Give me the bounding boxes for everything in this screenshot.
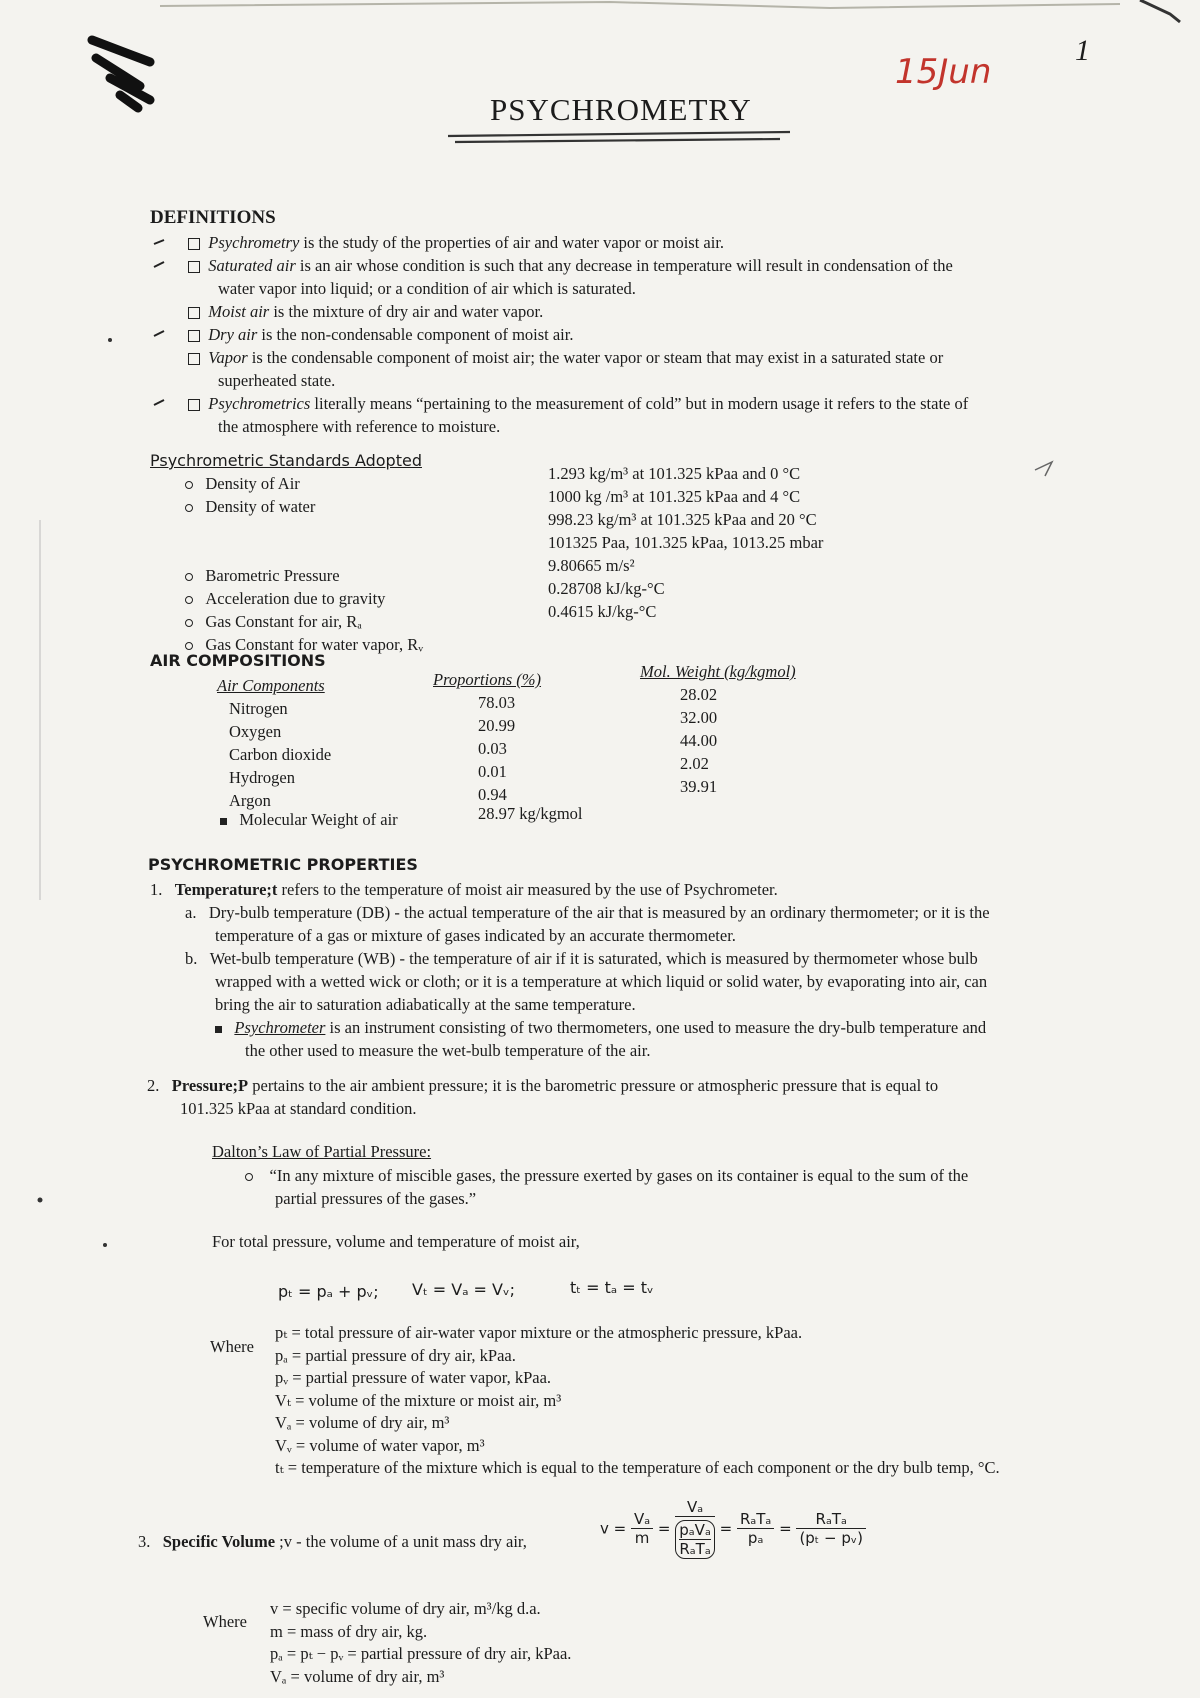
standard-label: Acceleration due to gravity bbox=[205, 589, 386, 608]
dry-bulb-item bbox=[150, 901, 1090, 924]
where-label: Where bbox=[210, 1337, 254, 1356]
property-term: Pressure bbox=[171, 1076, 233, 1095]
psychrometer-text: is an instrument consisting of two thermometers, one used to measure the dry-bulb temperature and bbox=[325, 1018, 987, 1037]
mol-weight-value: 28.02 bbox=[680, 685, 718, 704]
equals-sign: = bbox=[779, 1519, 792, 1538]
variable-definition: tₜ = temperature of the mixture which is equal to the temperature of each component or the dry bulb temp, °C. bbox=[275, 1458, 1000, 1477]
circle-bullet-icon bbox=[185, 596, 193, 604]
check-mark-icon bbox=[154, 262, 164, 267]
definition-text: is the non-condensable component of moist air. bbox=[257, 325, 574, 344]
definition-term: Dry air bbox=[208, 325, 258, 344]
proportion-value: 0.01 bbox=[478, 762, 507, 781]
top-edge-smudge bbox=[160, 2, 1120, 8]
air-compositions-heading: AIR COMPOSITIONS bbox=[150, 651, 326, 670]
page-title: PSYCHROMETRY bbox=[490, 92, 752, 127]
standard-value: 0.4615 kJ/kg-°C bbox=[548, 602, 657, 621]
temperature-item bbox=[150, 878, 1090, 901]
equation-lhs: v = bbox=[600, 1519, 627, 1538]
dry-bulb-text: Dry-bulb temperature (DB) - the actual temperature of the air that is measured by an ordinary thermometer; or it is the bbox=[208, 903, 990, 922]
definition-item bbox=[188, 254, 1088, 277]
standard-value: 0.28708 kJ/kg-°C bbox=[548, 579, 665, 598]
check-mark-icon bbox=[154, 331, 164, 336]
item-number: 3. bbox=[138, 1532, 151, 1551]
component-name: Carbon dioxide bbox=[229, 745, 332, 764]
where-label: Where bbox=[203, 1612, 247, 1631]
mol-weight-value: 32.00 bbox=[680, 708, 718, 727]
property-symbol: ;t bbox=[266, 880, 278, 899]
square-bullet-icon bbox=[215, 1026, 222, 1033]
denominator: (pₜ − pᵥ) bbox=[799, 1529, 863, 1547]
variable-definition: pₐ = pₜ − pᵥ = partial pressure of dry air, kPaa. bbox=[270, 1644, 572, 1663]
numerator: RₐTₐ bbox=[796, 1510, 866, 1529]
col-header-proportions: Proportions (%) bbox=[433, 670, 542, 689]
total-pressure-intro: For total pressure, volume and temperature of moist air, bbox=[212, 1232, 580, 1251]
denominator: pₐ bbox=[747, 1529, 764, 1547]
psychrometer-continuation: the other used to measure the wet-bulb temperature of the air. bbox=[245, 1041, 651, 1060]
fraction bbox=[796, 1510, 866, 1547]
equation-temperature: tₜ = tₐ = tᵥ bbox=[570, 1278, 654, 1297]
definition-item bbox=[188, 300, 1088, 323]
mol-weight-value: 44.00 bbox=[680, 731, 718, 750]
standards-labels bbox=[185, 472, 515, 656]
circle-bullet-icon bbox=[185, 481, 193, 489]
standard-label: Gas Constant for water vapor, Rᵥ bbox=[205, 635, 424, 654]
standards-values bbox=[548, 462, 928, 623]
dry-bulb-continuation: temperature of a gas or mixture of gases indicated by an accurate thermometer. bbox=[215, 926, 736, 945]
dalton-heading: Dalton’s Law of Partial Pressure: bbox=[212, 1142, 432, 1161]
denominator: m bbox=[634, 1529, 650, 1547]
property-text: pertains to the air ambient pressure; it is the barometric pressure or atmospheric pressure that is equal to bbox=[248, 1076, 939, 1095]
standard-label-row bbox=[185, 587, 515, 610]
wet-bulb-continuation: wrapped with a wetted wick or cloth; or it is a temperature at which liquid or solid water, by evaporating into air, can bbox=[215, 972, 988, 991]
definition-term: Vapor bbox=[208, 348, 248, 367]
standards-heading: Psychrometric Standards Adopted bbox=[150, 451, 422, 470]
standard-value: 9.80665 m/s² bbox=[548, 556, 635, 575]
definition-text: is an air whose condition is such that any decrease in temperature will result in condensation of the bbox=[295, 256, 953, 275]
item-number: 1. bbox=[150, 880, 163, 899]
temperature-section bbox=[150, 878, 1090, 1062]
standard-label: Gas Constant for air, Rₐ bbox=[205, 612, 362, 631]
margin-dot bbox=[108, 338, 112, 342]
definitions-heading: DEFINITIONS bbox=[150, 207, 276, 228]
variable-definition: pₜ = total pressure of air-water vapor mixture or the atmospheric pressure, kPaa. bbox=[275, 1323, 803, 1342]
mol-weight-air-value: 28.97 kg/kgmol bbox=[478, 804, 583, 823]
pressure-section bbox=[147, 1074, 1087, 1120]
margin-dot bbox=[38, 1198, 43, 1203]
equals-sign: = bbox=[719, 1519, 733, 1538]
check-mark-icon bbox=[154, 240, 164, 244]
definitions-list bbox=[188, 231, 1088, 438]
proportions-column bbox=[433, 668, 593, 806]
inner-denominator: RₐTₐ bbox=[679, 1540, 711, 1558]
definition-text: is the mixture of dry air and water vapor. bbox=[269, 302, 544, 321]
definition-item bbox=[188, 231, 1088, 254]
standard-value: 998.23 kg/m³ at 101.325 kPaa and 20 °C bbox=[548, 510, 817, 529]
psychrometer-item bbox=[150, 1016, 1090, 1039]
mol-weight-air-label: Molecular Weight of air bbox=[239, 810, 398, 829]
title-underline-scribble bbox=[448, 132, 790, 142]
specific-volume-equation bbox=[600, 1498, 866, 1559]
standard-label-spacer bbox=[185, 518, 515, 564]
proportion-value: 0.03 bbox=[478, 739, 507, 758]
properties-heading: PSYCHROMETRIC PROPERTIES bbox=[148, 855, 418, 874]
numerator: Vₐ bbox=[675, 1498, 715, 1517]
dalton-law bbox=[245, 1164, 1085, 1210]
standard-label: Barometric Pressure bbox=[205, 566, 340, 585]
standard-label-row bbox=[185, 495, 515, 518]
bracketed-denominator bbox=[675, 1520, 715, 1559]
property-term: Temperature bbox=[174, 880, 267, 899]
definition-continuation: water vapor into liquid; or a condition of air which is saturated. bbox=[218, 279, 636, 298]
definition-text: literally means “pertaining to the measurement of cold” but in modern usage it refers to the state of bbox=[310, 394, 969, 413]
col-header-components: Air Components bbox=[217, 676, 325, 695]
component-name: Nitrogen bbox=[229, 699, 288, 718]
mol-weight-value: 39.91 bbox=[680, 777, 718, 796]
circle-bullet-icon bbox=[245, 1173, 253, 1181]
standard-value: 1000 kg /m³ at 101.325 kPaa and 4 °C bbox=[548, 487, 801, 506]
variable-definition: Vᵥ = volume of water vapor, m³ bbox=[275, 1435, 485, 1455]
right-margin-tick bbox=[1035, 462, 1052, 476]
standard-label-row bbox=[185, 472, 515, 495]
sub-item-label: b. bbox=[185, 949, 198, 968]
fraction bbox=[675, 1498, 715, 1559]
variable-definition: Vₐ = volume of dry air, m³ bbox=[275, 1413, 450, 1432]
where-definitions bbox=[275, 1322, 1095, 1480]
definition-item bbox=[188, 392, 1088, 415]
proportion-value: 20.99 bbox=[478, 716, 516, 735]
wet-bulb-continuation: bring the air to saturation adiabatically at the same temperature. bbox=[215, 995, 636, 1014]
handwritten-note: 15Jun bbox=[895, 52, 992, 92]
equals-sign: = bbox=[657, 1519, 671, 1538]
pressure-continuation: 101.325 kPaa at standard condition. bbox=[180, 1099, 417, 1118]
mol-weight-value: 2.02 bbox=[680, 754, 709, 773]
definition-item bbox=[188, 346, 1088, 369]
specific-volume-where bbox=[270, 1598, 970, 1688]
dalton-text-row bbox=[245, 1164, 1085, 1187]
circle-bullet-icon bbox=[185, 642, 193, 650]
numerator: RₐTₐ bbox=[737, 1510, 774, 1529]
top-right-corner-mark bbox=[1140, 0, 1180, 22]
standard-label-row bbox=[185, 564, 515, 587]
check-marks bbox=[150, 236, 190, 416]
definition-item bbox=[188, 323, 1088, 346]
variable-definition: v = specific volume of dry air, m³/kg d.a. bbox=[270, 1599, 541, 1618]
standard-value: 101325 Paa, 101.325 kPaa, 1013.25 mbar bbox=[548, 533, 824, 552]
definition-term: Psychrometrics bbox=[208, 394, 311, 413]
psychrometer-term: Psychrometer bbox=[234, 1018, 326, 1037]
fraction bbox=[737, 1510, 774, 1547]
standard-label: Density of water bbox=[205, 497, 316, 516]
numerator: Vₐ bbox=[631, 1510, 653, 1529]
property-text: refers to the temperature of moist air measured by the use of Psychrometer. bbox=[277, 880, 778, 899]
standard-label: Density of Air bbox=[205, 474, 300, 493]
item-number: 2. bbox=[147, 1076, 160, 1095]
air-components-column bbox=[217, 674, 437, 812]
definition-text: is the study of the properties of air and water vapor or moist air. bbox=[299, 233, 725, 252]
pressure-item bbox=[147, 1074, 1087, 1097]
variable-definition: m = mass of dry air, kg. bbox=[270, 1621, 428, 1641]
definition-continuation: superheated state. bbox=[218, 371, 336, 390]
margin-dot bbox=[103, 1243, 107, 1247]
variable-definition: pₐ = partial pressure of dry air, kPaa. bbox=[275, 1345, 516, 1365]
equation-pressure: pₜ = pₐ + pᵥ; bbox=[278, 1282, 379, 1301]
equation-volume: Vₜ = Vₐ = Vᵥ; bbox=[412, 1280, 516, 1299]
component-name: Oxygen bbox=[229, 722, 282, 741]
inner-numerator: pₐVₐ bbox=[679, 1521, 711, 1539]
standard-value: 1.293 kg/m³ at 101.325 kPaa and 0 °C bbox=[548, 464, 801, 483]
definition-term: Saturated air bbox=[208, 256, 296, 275]
proportion-value: 78.03 bbox=[478, 693, 516, 712]
dalton-text: “In any mixture of miscible gases, the pressure exerted by gases on its container is equal to the sum of the bbox=[269, 1166, 969, 1185]
standard-label-row bbox=[185, 610, 515, 633]
variable-definition: Vₜ = volume of the mixture or moist air, m³ bbox=[275, 1390, 562, 1410]
component-name: Hydrogen bbox=[229, 768, 295, 787]
definition-term: Psychrometry bbox=[208, 233, 300, 252]
definition-text: is the condensable component of moist air; the water vapor or steam that may exist in a saturated state or bbox=[247, 348, 944, 367]
dalton-continuation: partial pressures of the gases.” bbox=[275, 1189, 477, 1208]
variable-definition: Vₐ = volume of dry air, m³ bbox=[270, 1666, 445, 1686]
sub-item-label: a. bbox=[185, 903, 197, 922]
property-text: ;v - the volume of a unit mass dry air, bbox=[275, 1532, 527, 1551]
wet-bulb-text: Wet-bulb temperature (WB) - the temperature of air if it is saturated, which is measured by thermometer whose bulb bbox=[209, 949, 978, 968]
property-symbol: ;P bbox=[232, 1076, 249, 1095]
proportion-value: 0.94 bbox=[478, 785, 507, 804]
definition-term: Moist air bbox=[208, 302, 270, 321]
definition-continuation: the atmosphere with reference to moisture. bbox=[218, 417, 501, 436]
page-number: 1 bbox=[1075, 34, 1090, 67]
component-name: Argon bbox=[229, 791, 271, 810]
circle-bullet-icon bbox=[185, 619, 193, 627]
mol-weight-column bbox=[640, 660, 840, 798]
check-mark-icon bbox=[154, 400, 164, 405]
circle-bullet-icon bbox=[185, 573, 193, 581]
fraction bbox=[631, 1510, 653, 1547]
left-binding-mark bbox=[92, 40, 150, 108]
wet-bulb-item bbox=[150, 947, 1090, 970]
square-bullet-icon bbox=[220, 818, 227, 825]
variable-definition: pᵥ = partial pressure of water vapor, kPaa. bbox=[275, 1368, 552, 1387]
circle-bullet-icon bbox=[185, 504, 193, 512]
property-term: Specific Volume bbox=[162, 1532, 276, 1551]
col-header-molweight: Mol. Weight (kg/kgmol) bbox=[640, 662, 796, 681]
specific-volume-item bbox=[138, 1530, 527, 1553]
mol-weight-air-row bbox=[220, 808, 398, 831]
